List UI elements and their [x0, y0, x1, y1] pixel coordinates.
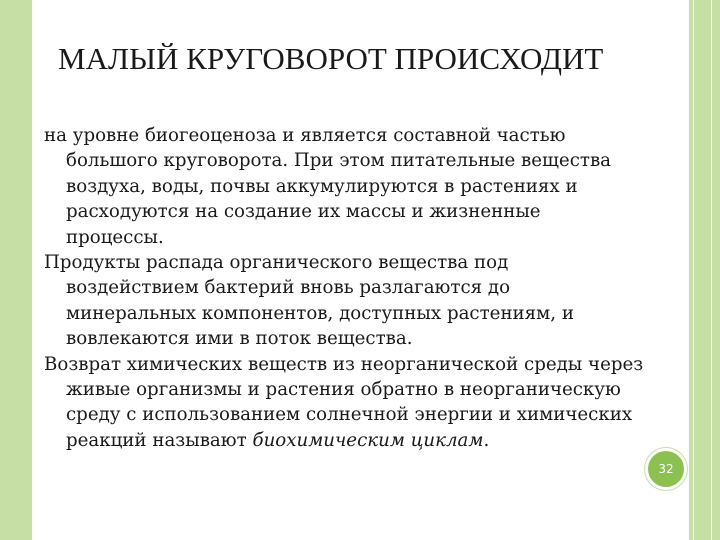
left-frame-bar	[0, 0, 32, 540]
right-frame-line-outer	[711, 0, 712, 540]
paragraph-3	[44, 352, 644, 454]
paragraph-3-text: Возврат химических веществ из неорганической среды через живые организмы и растения обратно в неорганическую среду с использованием солнечной энергии и химических реакций называют	[44, 353, 644, 451]
page-number: 32	[658, 462, 674, 476]
paragraph-1: на уровне биогеоценоза и является составной частью большого круговорота. При этом питательные вещества воздуха, воды, почвы аккумулируются в растениях и расходуются на создание их массы и жизненные процессы.	[44, 125, 612, 248]
paragraph-3-italic-term: биохимическим циклам	[252, 429, 484, 451]
slide-title: МАЛЫЙ КРУГОВОРОТ ПРОИСХОДИТ	[58, 41, 604, 76]
right-frame-line	[693, 0, 694, 540]
paragraph-3-end: .	[483, 429, 490, 451]
page-number-badge	[645, 448, 687, 490]
slide-body	[44, 123, 644, 453]
paragraph-2: Продукты распада органического вещества под воздействием бактерий вновь разлагаются до минеральных компонентов, доступных растениям, и вовлекаются ими в поток вещества.	[44, 252, 574, 350]
